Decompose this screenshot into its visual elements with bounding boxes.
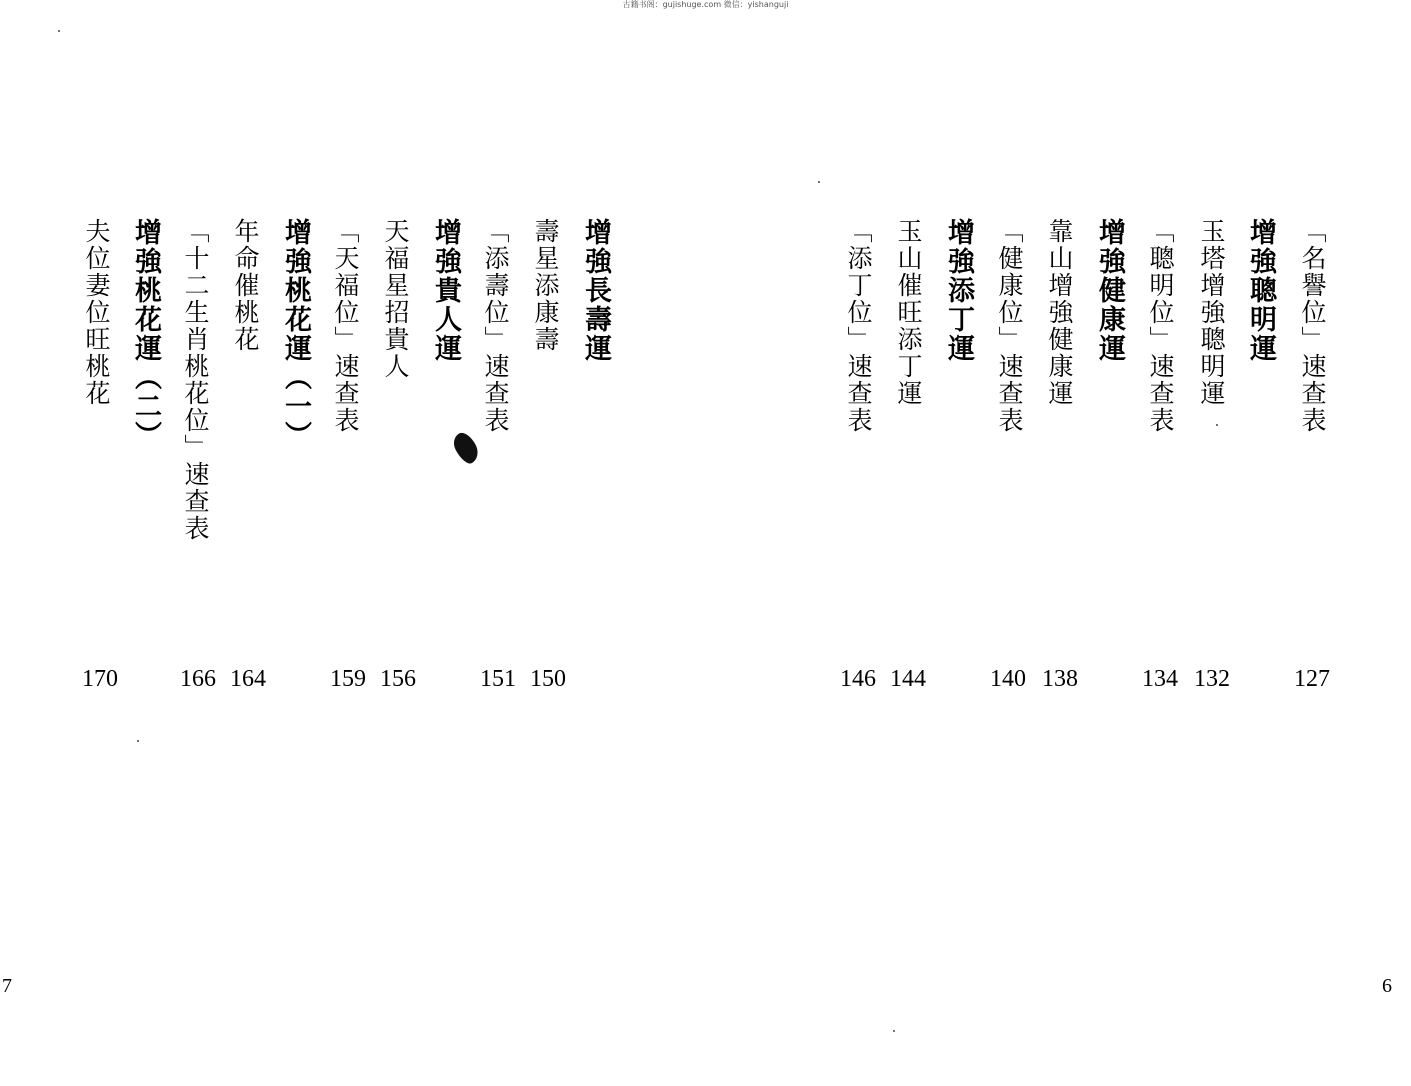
toc-entry-page: 127	[1294, 666, 1330, 692]
toc-entry-page: 144	[890, 666, 926, 692]
toc-entry[interactable]	[178, 218, 212, 542]
toc-entry-title: 天福星招貴人	[381, 218, 410, 380]
toc-entry-title: 增強桃花運（一）	[280, 218, 311, 450]
toc-entry[interactable]	[528, 218, 562, 353]
toc-entry-title: 「天福位」速查表	[331, 218, 360, 434]
toc-entry-title: 玉山催旺添丁運	[894, 218, 923, 407]
toc-entry[interactable]	[1143, 218, 1177, 434]
toc-entry-page: 170	[82, 666, 118, 692]
toc-entry-page: 134	[1142, 666, 1178, 692]
toc-entry-page: 138	[1042, 666, 1078, 692]
toc-entry-page: 164	[230, 666, 266, 692]
toc-entry-title: 壽星添康壽	[531, 218, 560, 353]
scan-speck	[1216, 424, 1218, 426]
scan-speck	[137, 740, 139, 742]
page-number-right: 6	[1382, 975, 1392, 997]
toc-entry-title: 靠山增強健康運	[1045, 218, 1074, 407]
toc-entry-title: 「健康位」速查表	[995, 218, 1024, 434]
toc-section-heading[interactable]	[1092, 218, 1126, 363]
toc-section-heading[interactable]	[128, 218, 162, 450]
toc-entry[interactable]	[79, 218, 113, 407]
toc-entry-title: 「名譽位」速查表	[1298, 218, 1327, 434]
toc-entry[interactable]	[1295, 218, 1329, 434]
toc-section-heading[interactable]	[278, 218, 312, 450]
toc-entry-page: 146	[840, 666, 876, 692]
toc-entry-title: 增強健康運	[1094, 218, 1125, 363]
toc-entry-title: 增強添丁運	[943, 218, 974, 363]
ink-blot	[450, 429, 483, 467]
toc-entry-title: 「添壽位」速查表	[481, 218, 510, 434]
toc-entry[interactable]	[1042, 218, 1076, 407]
toc-entry-title: 「十二生肖桃花位」速查表	[181, 218, 210, 542]
toc-entry[interactable]	[328, 218, 362, 434]
scan-speck	[58, 30, 60, 32]
toc-section-heading[interactable]	[578, 218, 612, 363]
toc-entry-title: 玉塔增強聰明運	[1197, 218, 1226, 407]
toc-entry-page: 159	[330, 666, 366, 692]
toc-entry-page: 151	[480, 666, 516, 692]
toc-entry-page: 156	[380, 666, 416, 692]
scan-speck	[818, 181, 820, 183]
toc-entry-title: 年命催桃花	[231, 218, 260, 353]
toc-entry[interactable]	[478, 218, 512, 434]
toc-entry[interactable]	[992, 218, 1026, 434]
page-number-left: 7	[2, 975, 12, 997]
toc-entry-title: 「聰明位」速查表	[1146, 218, 1175, 434]
toc-entry-page: 150	[530, 666, 566, 692]
toc-entry-title: 「添丁位」速查表	[844, 218, 873, 434]
toc-entry-title: 增強桃花運（二）	[130, 218, 161, 450]
toc-entry[interactable]	[228, 218, 262, 353]
toc-entry-title: 夫位妻位旺桃花	[82, 218, 111, 407]
toc-section-heading[interactable]	[1243, 218, 1277, 363]
toc-section-heading[interactable]	[941, 218, 975, 363]
scan-speck	[893, 1030, 895, 1032]
toc-entry[interactable]	[378, 218, 412, 380]
toc-entry-page: 140	[990, 666, 1026, 692]
toc-entry-title: 增強貴人運	[430, 218, 461, 363]
watermark-text: 古籍书阁：gujishuge.com 微信：yishanguji	[622, 0, 789, 9]
toc-section-heading[interactable]	[428, 218, 462, 363]
toc-entry-title: 增強長壽運	[580, 218, 611, 363]
toc-entry[interactable]	[891, 218, 925, 407]
toc-entry-page: 166	[180, 666, 216, 692]
toc-entry[interactable]	[1194, 218, 1228, 407]
toc-entry-page: 132	[1194, 666, 1230, 692]
toc-entry-title: 增強聰明運	[1245, 218, 1276, 363]
toc-entry[interactable]	[841, 218, 875, 434]
